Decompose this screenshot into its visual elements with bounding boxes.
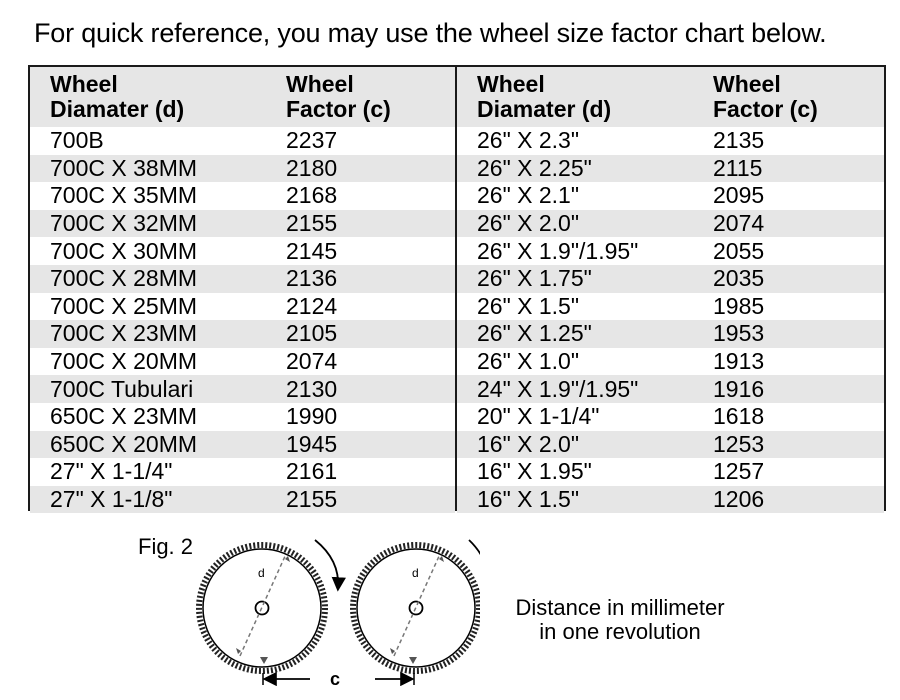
table-header-left (30, 67, 455, 127)
wheel-2 (353, 540, 480, 671)
wheel-factor-table (28, 65, 886, 511)
wheel-diameter-cell: 700C X 23MM (50, 320, 198, 347)
wheel-factor-cell: 2074 (286, 348, 338, 375)
wheel-factor-cell: 1913 (713, 348, 765, 375)
header-wheel-factor: Wheel Factor (c) (713, 71, 818, 122)
figure-label: Fig. 2 (138, 534, 194, 559)
wheel-diameter-cell: 26" X 1.5" (477, 292, 580, 319)
table-row (457, 155, 884, 183)
wheel-diameter-cell: 650C X 20MM (50, 430, 198, 457)
contact-point-marker (409, 657, 417, 664)
wheel-factor-cell: 2161 (286, 458, 338, 485)
wheel-factor-cell: 2095 (713, 182, 765, 209)
wheel-factor-cell: 2145 (286, 237, 338, 264)
wheel-factor-cell: 1618 (713, 403, 765, 430)
table-row (30, 293, 455, 321)
wheel-diameter-cell: 27" X 1-1/8" (50, 486, 173, 513)
table-row (457, 458, 884, 486)
table-row (457, 237, 884, 265)
table-row (30, 237, 455, 265)
wheel-revolution-figure (190, 530, 480, 700)
wheel-diameter-cell: 26" X 2.1" (477, 182, 580, 209)
table-row (30, 486, 455, 514)
wheel-diameter-cell: 26" X 1.9"/1.95" (477, 237, 639, 264)
wheel-diameter-cell: 20" X 1-1/4" (477, 403, 600, 430)
wheel-diameter-cell: 26" X 1.75" (477, 265, 592, 292)
wheel-diameter-cell: 26" X 2.3" (477, 127, 580, 154)
table-row (30, 348, 455, 376)
wheel-diameter-cell: 700C X 35MM (50, 182, 198, 209)
wheel-diameter-cell: 700C X 32MM (50, 210, 198, 237)
wheel-factor-cell: 2155 (286, 486, 338, 513)
wheel-diameter-cell: 700C X 38MM (50, 154, 198, 181)
wheel-factor-cell: 1253 (713, 430, 765, 457)
wheel-factor-cell: 2035 (713, 265, 765, 292)
wheel-diameter-cell: 26" X 1.0" (477, 348, 580, 375)
wheel-factor-cell: 2136 (286, 265, 338, 292)
wheel-diameter-cell: 650C X 23MM (50, 403, 198, 430)
table-row (457, 348, 884, 376)
table-row (457, 182, 884, 210)
wheel-factor-cell: 1206 (713, 486, 765, 513)
header-wheel-factor: Wheel Factor (c) (286, 71, 391, 122)
table-row (30, 458, 455, 486)
wheel-factor-cell: 1953 (713, 320, 765, 347)
wheel-diameter-cell: 16" X 1.5" (477, 486, 580, 513)
wheel-diameter-cell: 700C Tubulari (50, 375, 194, 402)
table-row (457, 486, 884, 514)
rotation-arrow-icon (315, 540, 338, 588)
wheel-factor-cell: 2105 (286, 320, 338, 347)
wheel-factor-cell: 2055 (713, 237, 765, 264)
diameter-label: d (258, 566, 265, 580)
wheel-diameter-cell: 700C X 28MM (50, 265, 198, 292)
wheel-factor-cell: 2130 (286, 375, 338, 402)
table-row (457, 127, 884, 155)
contact-point-marker (260, 657, 268, 664)
table-row (457, 431, 884, 459)
wheel-diameter-cell: 16" X 2.0" (477, 430, 580, 457)
table-row (30, 320, 455, 348)
table-row (457, 265, 884, 293)
table-row (457, 293, 884, 321)
wheel-factor-cell: 2155 (286, 210, 338, 237)
table-row (30, 155, 455, 183)
table-right-half (457, 67, 884, 513)
wheel-factor-cell: 1945 (286, 430, 338, 457)
wheel-factor-cell: 1985 (713, 292, 765, 319)
table-row (30, 127, 455, 155)
wheel-diameter-cell: 700C X 30MM (50, 237, 198, 264)
wheel-factor-cell: 2135 (713, 127, 765, 154)
wheel-factor-cell: 2237 (286, 127, 338, 154)
table-row (30, 375, 455, 403)
wheel-diameter-cell: 700C X 20MM (50, 348, 198, 375)
table-header-right (457, 67, 884, 127)
table-row (457, 375, 884, 403)
wheel-factor-cell: 2168 (286, 182, 338, 209)
table-row (30, 210, 455, 238)
intro-text: For quick reference, you may use the wheel size factor chart below. (34, 18, 827, 48)
wheel-factor-cell: 1916 (713, 375, 765, 402)
wheel-diameter-cell: 26" X 2.0" (477, 210, 580, 237)
wheel-factor-cell: 1990 (286, 403, 338, 430)
table-row (30, 182, 455, 210)
header-wheel-diameter: Wheel Diamater (d) (477, 71, 612, 122)
wheel-factor-cell: 2115 (713, 154, 763, 181)
table-row (457, 210, 884, 238)
wheel-diameter-cell: 26" X 2.25" (477, 154, 592, 181)
table-row (457, 320, 884, 348)
table-row (30, 403, 455, 431)
wheel-diameter-cell: 24" X 1.9"/1.95" (477, 375, 639, 402)
wheel-factor-cell: 2180 (286, 154, 338, 181)
table-left-half (30, 67, 457, 513)
wheel-diameter-cell: 27" X 1-1/4" (50, 458, 173, 485)
wheel-diameter-cell: 700C X 25MM (50, 292, 198, 319)
circumference-label: c (330, 669, 341, 689)
table-row (457, 403, 884, 431)
wheel-factor-cell: 2074 (713, 210, 765, 237)
wheel-factor-cell: 1257 (713, 458, 765, 485)
figure-caption: Distance in millimeter in one revolution (515, 595, 725, 644)
header-wheel-diameter: Wheel Diamater (d) (50, 71, 185, 122)
wheel-diameter-cell: 700B (50, 127, 104, 154)
table-row (30, 265, 455, 293)
diameter-label: d (412, 566, 419, 580)
wheel-1 (199, 540, 338, 671)
wheel-factor-cell: 2124 (286, 292, 338, 319)
wheel-diameter-cell: 26" X 1.25" (477, 320, 592, 347)
table-row (30, 431, 455, 459)
wheel-diameter-cell: 16" X 1.95" (477, 458, 592, 485)
